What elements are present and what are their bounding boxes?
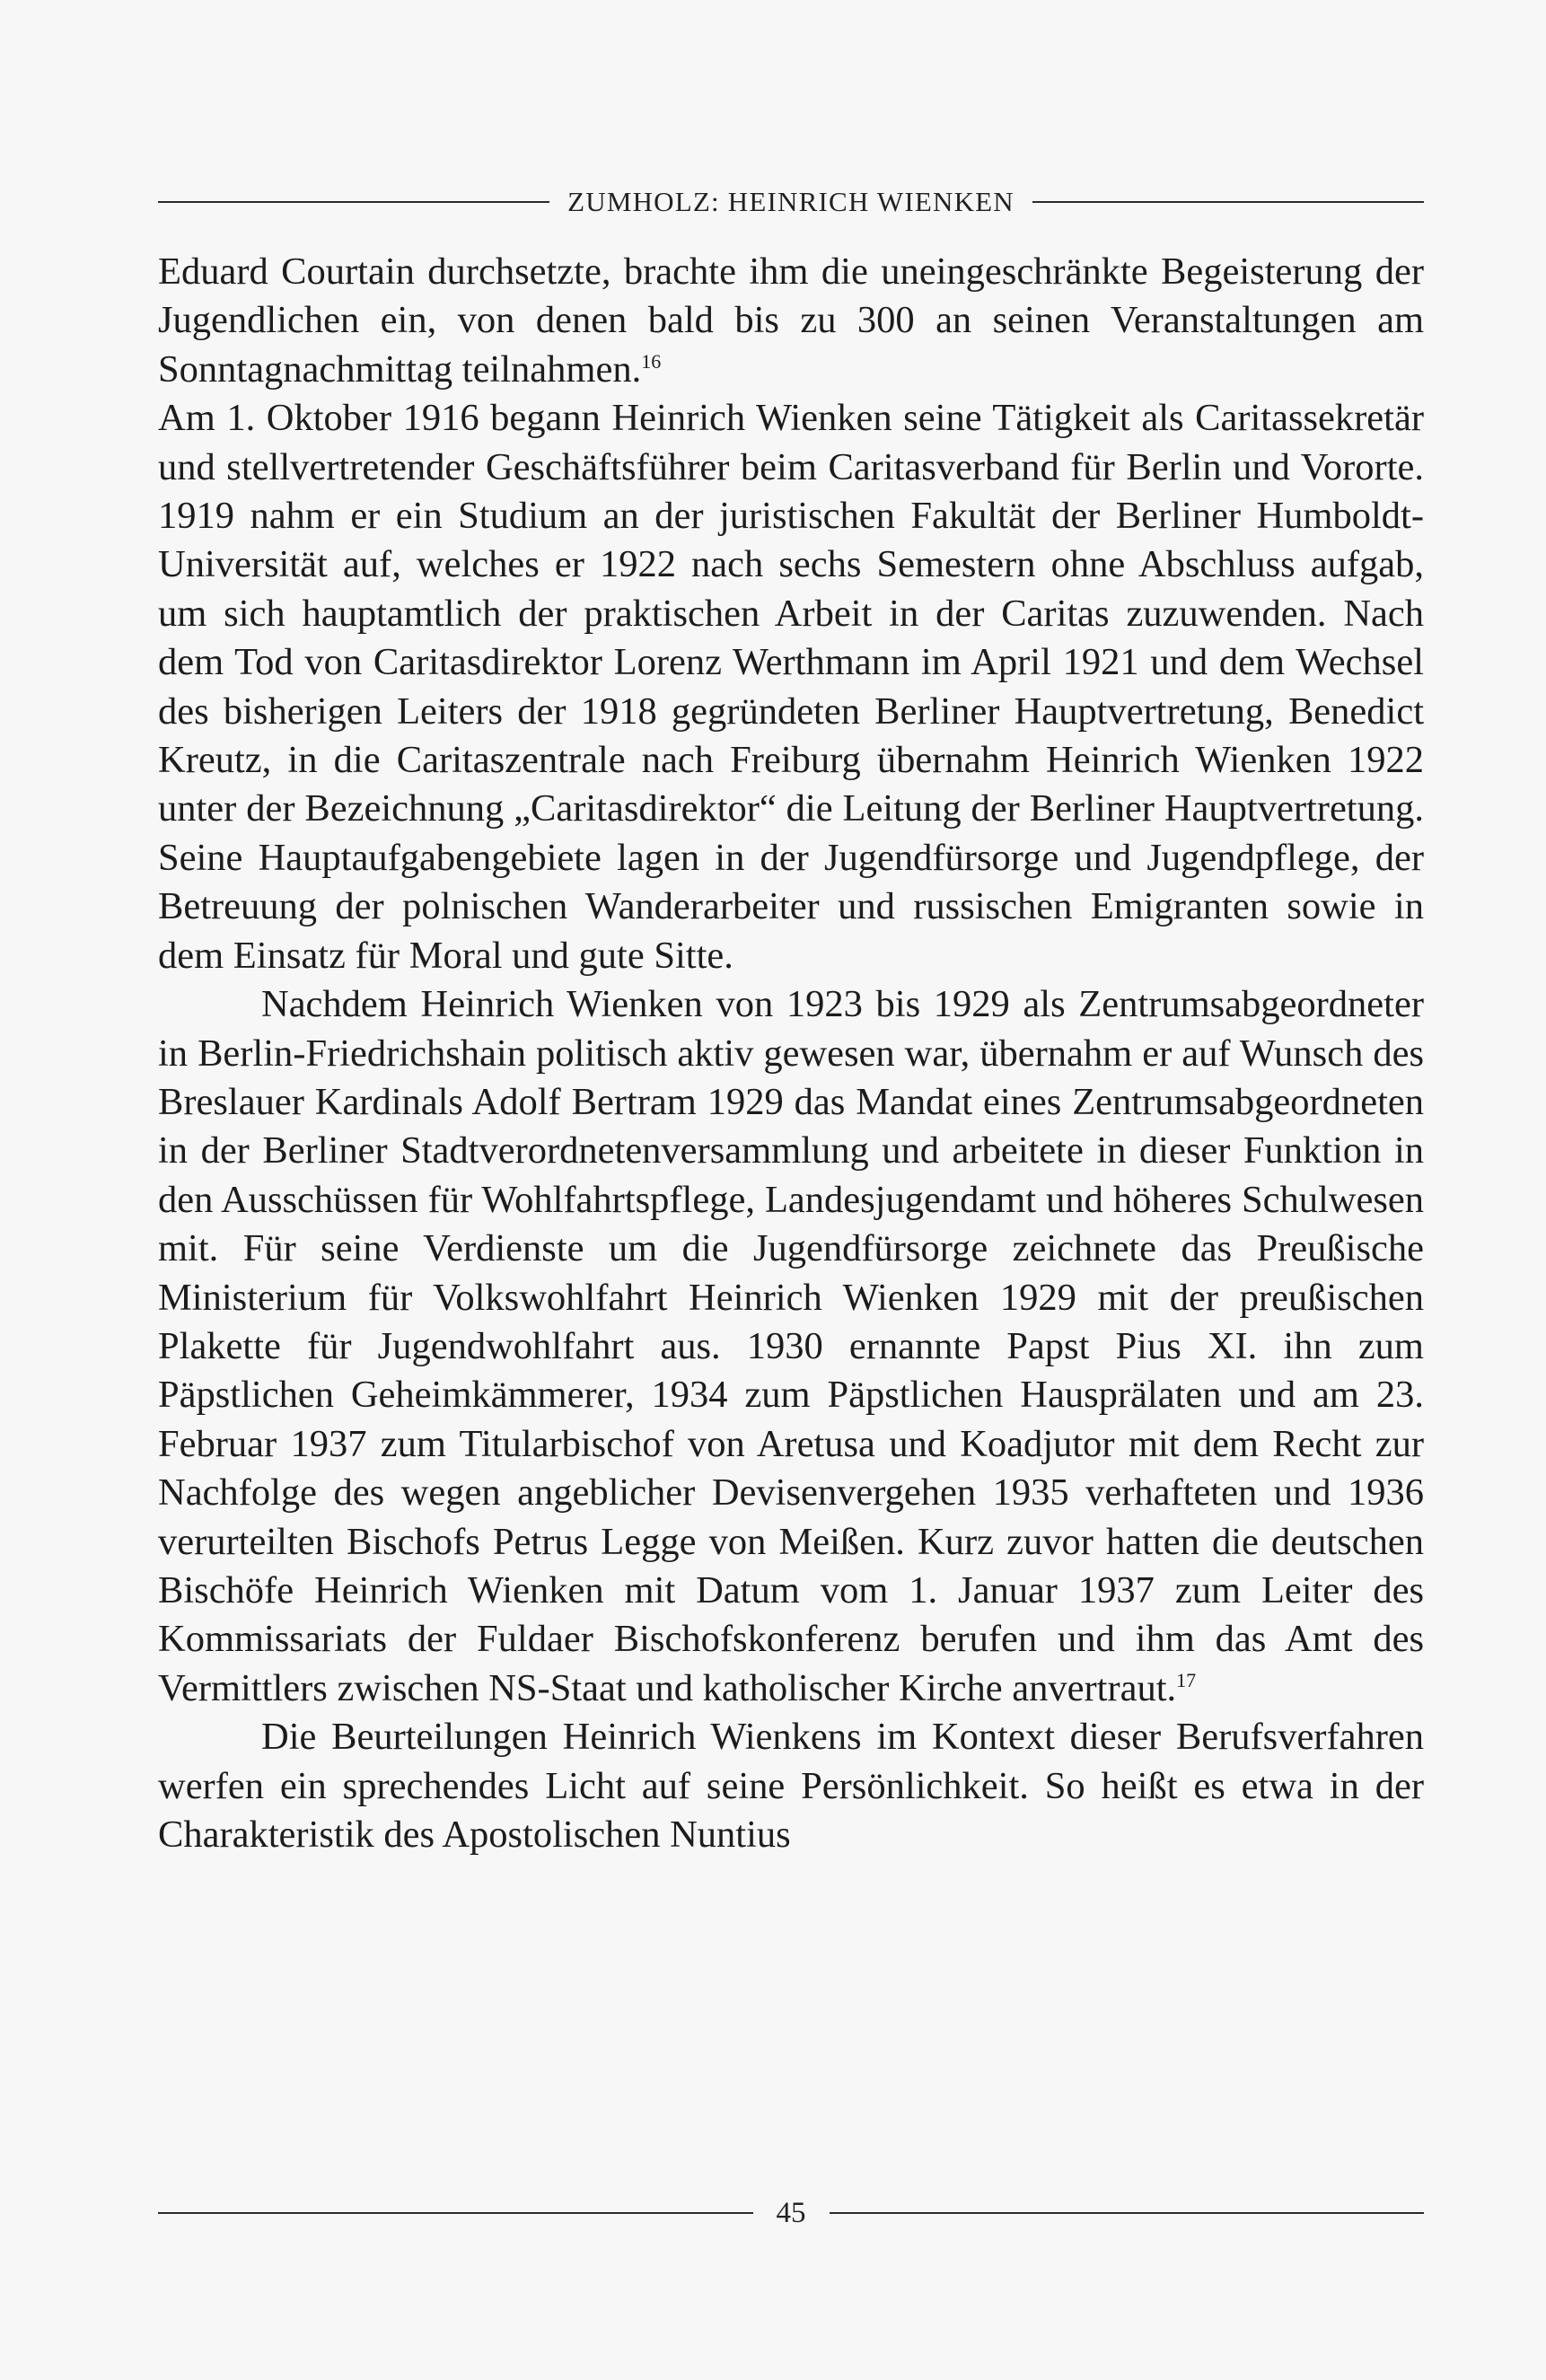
paragraph-4: Die Beurteilungen Heinrich Wienkens im Kontext dieser Berufsverfahren werfen ein sprechendes Licht auf seine Persönlichkeit. So heißt es etwa in der Charakteristik des Apostolischen Nuntius: [158, 1716, 1424, 1856]
running-header: [158, 180, 1424, 224]
paragraph-3: [158, 980, 1424, 1713]
running-title: ZUMHOLZ: HEINRICH WIENKEN: [567, 186, 1015, 217]
paragraph-1: [158, 248, 1424, 394]
header-rule-left: [158, 201, 549, 203]
header-rule-right: [1032, 201, 1424, 203]
page-number: 45: [776, 2196, 806, 2229]
footnote-marker-16: 16: [641, 349, 662, 373]
body-text: [158, 248, 1424, 1859]
paragraph-3-text: Nachdem Heinrich Wienken von 1923 bis 1929 als Zentrumsabgeordneter in Berlin-Friedrichshain politisch aktiv gewesen war, übernahm er auf Wunsch des Breslauer Kardinals Adolf Bertram 1929 das Mandat eines Zentrumsabgeordneten in der Berliner Stadtverordnetenversammlung und arbeitete in dieser Funktion in den Ausschüssen für Wohlfahrtspflege, Landesjugendamt und höheres Schulwesen mit. Für seine Verdienste um die Jugendfürsorge zeichnete das Preußische Ministerium für Volkswohlfahrt Heinrich Wienken 1929 mit der preußischen Plakette für Jugendwohlfahrt aus. 1930 ernannte Papst Pius XI. ihn zum Päpstlichen Geheimkämmerer, 1934 zum Päpstlichen Hausprälaten und am 23. Februar 1937 zum Titularbischof von Aretusa und Koadjutor mit dem Recht zur Nachfolge des wegen angeblicher Devisenvergehen 1935 verhafteten und 1936 verurteilten Bischofs Petrus Legge von Meißen. Kurz zuvor hatten die deutschen Bischöfe Heinrich Wienken mit Datum vom 1. Januar 1937 zum Leiter des Kommissariats der Fuldaer Bischofskonferenz berufen und ihm das Amt des Vermittlers zwischen NS-Staat und katholischer Kirche anvertraut.: [158, 983, 1424, 1709]
footnote-marker-17: 17: [1176, 1668, 1197, 1691]
paragraph-1-text: Eduard Courtain durchsetzte, brachte ihm die uneingeschränkte Begeisterung der Jugendlichen ein, von denen bald bis zu 300 an seinen Veranstaltungen am Sonntagnachmittag teilnahmen.: [158, 250, 1424, 391]
footer-rule-left: [158, 2212, 753, 2214]
paragraph-2: Am 1. Oktober 1916 begann Heinrich Wienken seine Tätigkeit als Caritassekretär und stellvertretender Geschäftsführer beim Caritasverband für Berlin und Vororte. 1919 nahm er ein Studium an der juristischen Fakultät der Berliner Humboldt-Universität auf, welches er 1922 nach sechs Semestern ohne Abschluss aufgab, um sich hauptamtlich der praktischen Arbeit in der Caritas zuzuwenden. Nach dem Tod von Caritasdirektor Lorenz Werthmann im April 1921 und dem Wechsel des bisherigen Leiters der 1918 gegründeten Berliner Hauptvertretung, Benedict Kreutz, in die Caritaszentrale nach Freiburg übernahm Heinrich Wienken 1922 unter der Bezeichnung „Caritasdirektor“ die Leitung der Berliner Hauptvertretung. Seine Hauptaufgabengebiete lagen in der Jugendfürsorge und Jugendpflege, der Betreuung der polnischen Wanderarbeiter und russischen Emigranten sowie in dem Einsatz für Moral und gute Sitte.: [158, 397, 1424, 977]
footer-rule-right: [830, 2212, 1425, 2214]
page-footer: [158, 2191, 1424, 2235]
